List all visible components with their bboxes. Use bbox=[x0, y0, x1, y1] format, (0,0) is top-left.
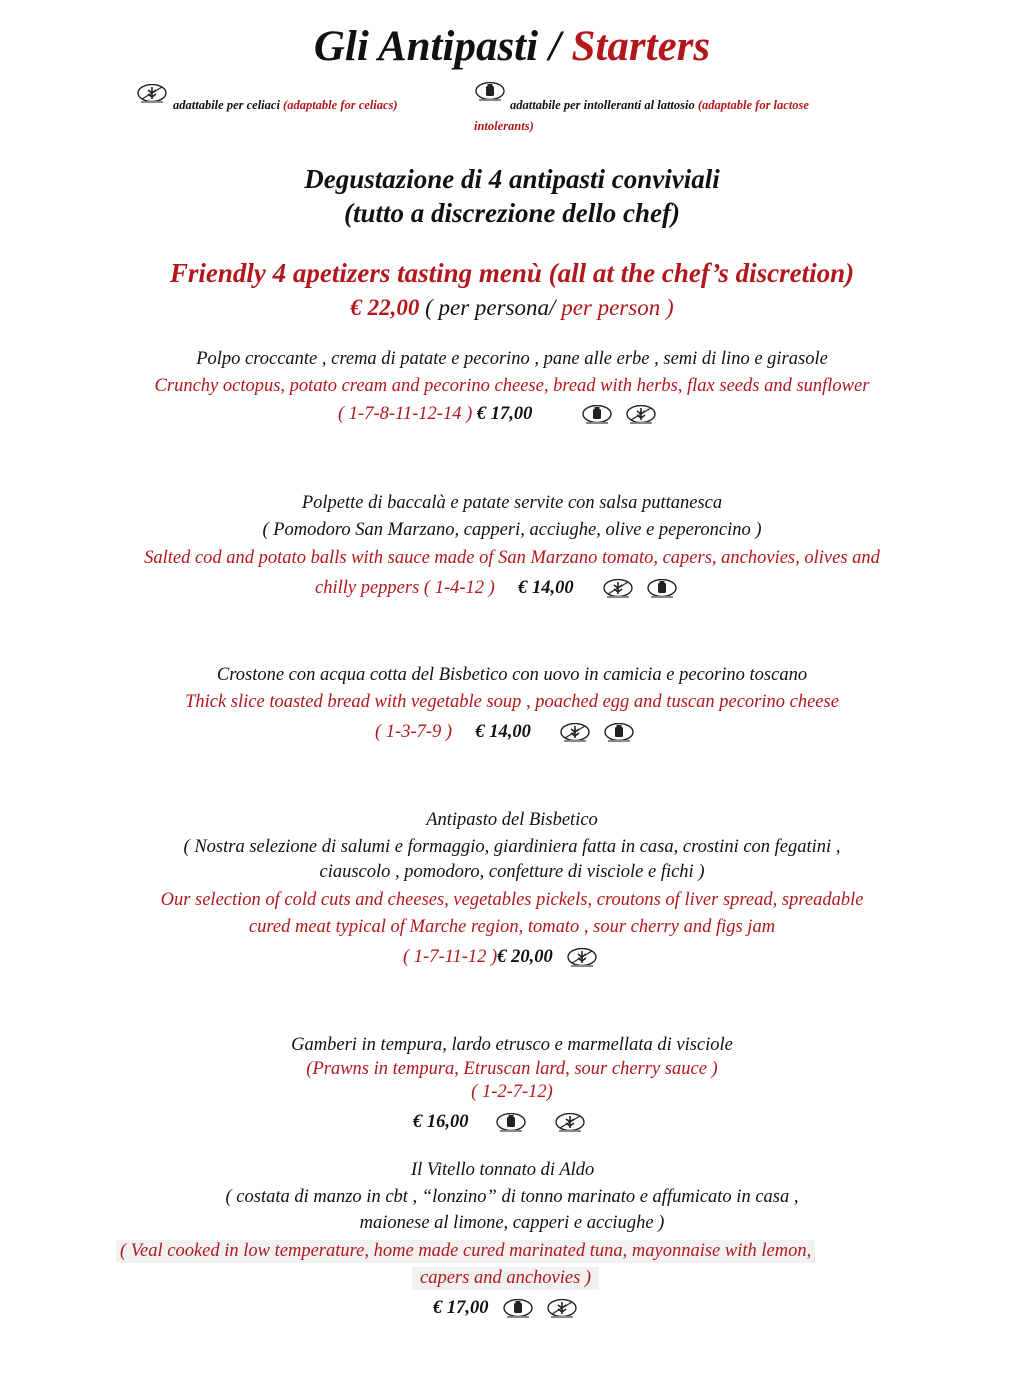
tasting-italian-line2: (tutto a discrezione dello chef) bbox=[344, 198, 680, 228]
item2-italian-line1: Polpette di baccalà e patate servite con salsa puttanesca bbox=[301, 493, 723, 513]
item5-english-line1: (Prawns in tempura, Etruscan lard, sour cherry sauce ) bbox=[306, 1059, 718, 1079]
gluten-free-icon bbox=[599, 579, 637, 599]
item6-english-line1: ( Veal cooked in low temperature, home made cured marinated tuna, mayonnaise with lemon, bbox=[116, 1240, 815, 1263]
lactose-free-icon bbox=[471, 82, 509, 102]
item4-italian-line3: ciauscolo , pomodoro, confetture di visciole e fichi ) bbox=[319, 862, 705, 882]
legend-lactose-text-2: intolerants) bbox=[474, 119, 534, 133]
item1-italian: Polpo croccante , crema di patate e pecorino , pane alle erbe , semi di lino e girasole bbox=[196, 349, 828, 369]
lactose-free-icon bbox=[578, 405, 616, 425]
item4-italian-line1: Antipasto del Bisbetico bbox=[426, 810, 598, 830]
item3-italian: Crostone con acqua cotta del Bisbetico con uovo in camicia e pecorino toscano bbox=[216, 665, 808, 685]
item3-english: Thick slice toasted bread with vegetable soup , poached egg and tuscan pecorino cheese bbox=[185, 692, 839, 712]
item6-italian-line1: Il Vitello tonnato di Aldo bbox=[411, 1160, 595, 1180]
item6-italian-line3: maionese al limone, capperi e acciughe ) bbox=[359, 1213, 665, 1233]
gluten-free-icon bbox=[133, 84, 171, 104]
item2-price-line: chilly peppers ( 1-4-12 ) € 14,00 bbox=[315, 578, 681, 599]
item4-english-line1: Our selection of cold cuts and cheeses, vegetables pickels, croutons of liver spread, spreadable bbox=[160, 890, 864, 910]
item1-price-line: ( 1-7-8-11-12-14 ) € 17,00 bbox=[338, 404, 660, 425]
item2-english: Salted cod and potato balls with sauce made of San Marzano tomato, capers, anchovies, olives and bbox=[144, 548, 880, 568]
gluten-free-icon bbox=[551, 1113, 589, 1133]
page-title bbox=[0, 22, 1024, 71]
item4-italian-line2: ( Nostra selezione di salumi e formaggio, giardiniera fatta in casa, crostini con fegatini , bbox=[183, 837, 841, 857]
item6-italian-line2: ( costata di manzo in cbt , “lonzino” di tonno marinato e affumicato in casa , bbox=[225, 1187, 799, 1207]
item5-price-line: € 16,00 bbox=[413, 1112, 589, 1133]
tasting-price: € 22,00 ( per persona/ per person ) bbox=[350, 295, 674, 320]
item6-english-line2: capers and anchovies ) bbox=[412, 1267, 599, 1290]
legend-lactose-text: adattabile per intolleranti al lattosio (adaptable for lactose bbox=[510, 98, 809, 112]
item4-price-line: ( 1-7-11-12 )€ 20,00 bbox=[403, 947, 601, 968]
item5-italian: Gamberi in tempura, lardo etrusco e marmellata di visciole bbox=[291, 1035, 733, 1055]
item3-price-line: ( 1-3-7-9 ) € 14,00 bbox=[375, 722, 638, 743]
lactose-free-icon bbox=[643, 579, 681, 599]
lactose-free-icon bbox=[492, 1113, 530, 1133]
item6-price-line: € 17,00 bbox=[433, 1298, 581, 1319]
item5-english-line2: ( 1-2-7-12) bbox=[471, 1082, 553, 1102]
gluten-free-icon bbox=[556, 723, 594, 743]
item1-english: Crunchy octopus, potato cream and pecorino cheese, bread with herbs, flax seeds and sunflower bbox=[154, 376, 870, 396]
legend-gluten-text: adattabile per celiaci (adaptable for celiacs) bbox=[173, 98, 398, 112]
tasting-english: Friendly 4 apetizers tasting menù (all at the chef’s discretion) bbox=[169, 258, 855, 288]
gluten-free-icon bbox=[543, 1299, 581, 1319]
title-english: Starters bbox=[571, 23, 711, 70]
item2-italian-line2: ( Pomodoro San Marzano, capperi, acciughe, olive e peperoncino ) bbox=[262, 520, 762, 540]
title-italian: Gli Antipasti / bbox=[313, 23, 572, 70]
gluten-free-icon bbox=[622, 405, 660, 425]
lactose-free-icon bbox=[499, 1299, 537, 1319]
lactose-free-icon bbox=[600, 723, 638, 743]
gluten-free-icon bbox=[563, 948, 601, 968]
item4-english-line2: cured meat typical of Marche region, tomato , sour cherry and figs jam bbox=[248, 917, 776, 937]
tasting-italian-line1: Degustazione di 4 antipasti conviviali bbox=[304, 164, 720, 194]
